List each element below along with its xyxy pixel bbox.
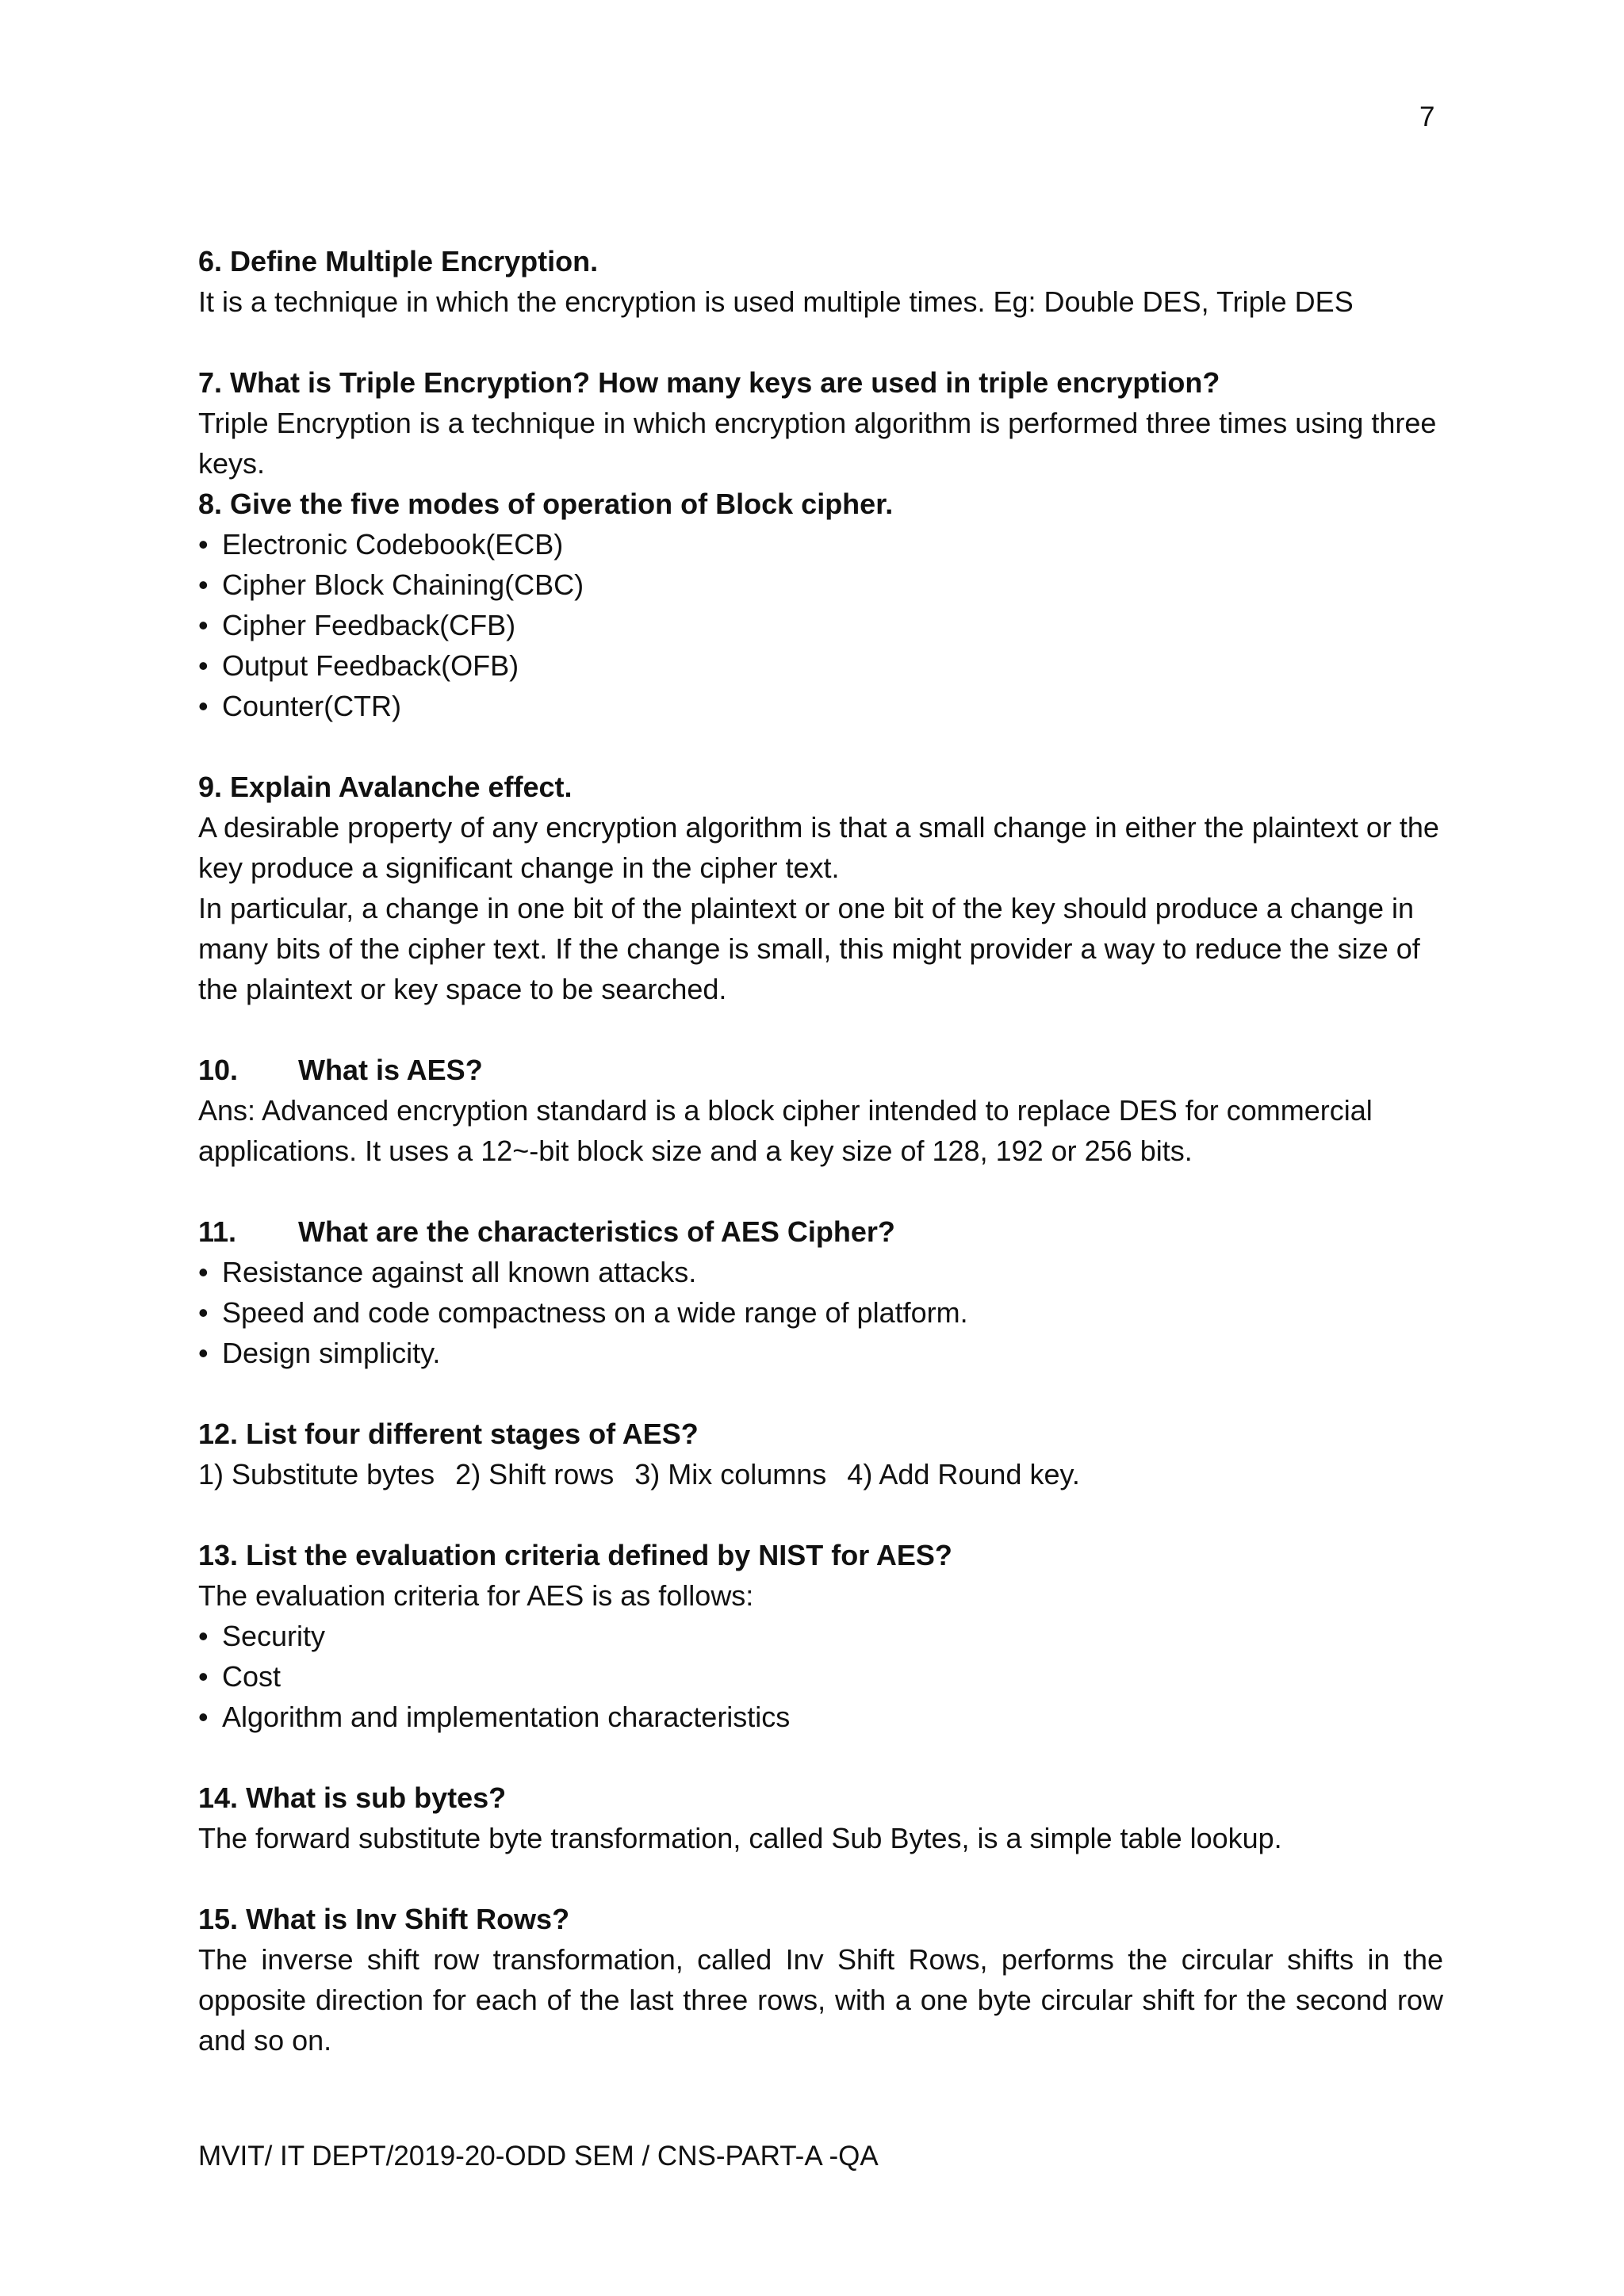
question-number: 7. bbox=[198, 366, 223, 399]
list-item-text: Security bbox=[222, 1620, 326, 1652]
question-heading bbox=[198, 484, 1443, 524]
stage-item: 3) Mix columns bbox=[634, 1458, 827, 1490]
question-heading bbox=[198, 362, 1443, 403]
question-heading bbox=[198, 1414, 1443, 1454]
answer-text: Triple Encryption is a technique in which encryption algorithm is performed three times using three keys. bbox=[198, 407, 1437, 480]
list-item-text: Algorithm and implementation characteristics bbox=[222, 1701, 791, 1733]
answer-paragraph: In particular, a change in one bit of the plaintext or one bit of the key should produce a change in many bits of the cipher text. If the change is small, this might provider a way to reduce the size of the plaintext or key space to be searched. bbox=[198, 892, 1420, 1005]
bullet: • bbox=[198, 1701, 209, 1733]
question-number: 8. bbox=[198, 488, 223, 520]
list-item-text: Output Feedback(OFB) bbox=[222, 649, 519, 682]
list-item-text: Speed and code compactness on a wide range of platform. bbox=[222, 1296, 968, 1329]
answer-paragraph: A desirable property of any encryption algorithm is that a small change in either the plaintext or the key produce a significant change in the cipher text. bbox=[198, 811, 1439, 884]
question-block-6 bbox=[198, 241, 1443, 322]
document-body bbox=[198, 241, 1443, 2101]
question-block-11 bbox=[198, 1211, 1443, 1373]
answer-intro: The evaluation criteria for AES is as follows: bbox=[198, 1579, 754, 1612]
question-number: 6. bbox=[198, 245, 223, 277]
answer-list bbox=[198, 1252, 1443, 1373]
question-block-9 bbox=[198, 767, 1443, 1009]
question-heading bbox=[198, 1535, 1443, 1575]
question-block-13 bbox=[198, 1535, 1443, 1737]
question-heading bbox=[198, 767, 1443, 807]
question-block-14 bbox=[198, 1777, 1443, 1858]
list-item bbox=[198, 1697, 1443, 1737]
page-footer: MVIT/ IT DEPT/2019-20-ODD SEM / CNS-PART-A -QA bbox=[198, 2141, 879, 2172]
list-item-text: Cipher Block Chaining(CBC) bbox=[222, 568, 584, 601]
list-item bbox=[198, 1252, 1443, 1292]
question-block-8 bbox=[198, 484, 1443, 726]
bullet: • bbox=[198, 690, 209, 722]
question-title: What is Triple Encryption? How many keys are used in triple encryption? bbox=[230, 366, 1220, 399]
question-block-15 bbox=[198, 1899, 1443, 2061]
bullet: • bbox=[198, 568, 209, 601]
question-number: 10. bbox=[198, 1054, 239, 1086]
question-title: What is sub bytes? bbox=[246, 1781, 507, 1814]
question-title: What are the characteristics of AES Cipher? bbox=[298, 1215, 895, 1248]
list-item-text: Cost bbox=[222, 1660, 282, 1693]
list-item bbox=[198, 605, 1443, 645]
list-item-text: Design simplicity. bbox=[222, 1337, 441, 1369]
stage-item: 2) Shift rows bbox=[455, 1458, 615, 1490]
list-item bbox=[198, 564, 1443, 605]
question-heading bbox=[198, 1050, 1443, 1090]
question-title: What is Inv Shift Rows? bbox=[246, 1903, 570, 1935]
question-block-12 bbox=[198, 1414, 1443, 1494]
question-number: 15. bbox=[198, 1903, 239, 1935]
question-block-10 bbox=[198, 1050, 1443, 1171]
list-item bbox=[198, 1656, 1443, 1697]
list-item bbox=[198, 686, 1443, 726]
bullet: • bbox=[198, 1256, 209, 1288]
bullet: • bbox=[198, 1660, 209, 1693]
answer-text: Ans: Advanced encryption standard is a block cipher intended to replace DES for commercial applications. It uses a 12~-bit block size and a key size of 128, 192 or 256 bits. bbox=[198, 1094, 1373, 1167]
question-block-7 bbox=[198, 362, 1443, 484]
list-item bbox=[198, 1333, 1443, 1373]
stage-item: 4) Add Round key. bbox=[847, 1458, 1080, 1490]
answer-text: The forward substitute byte transformation, called Sub Bytes, is a simple table lookup. bbox=[198, 1822, 1282, 1854]
stage-item: 1) Substitute bytes bbox=[198, 1458, 435, 1490]
question-heading bbox=[198, 1211, 1443, 1252]
bullet: • bbox=[198, 1296, 209, 1329]
list-item bbox=[198, 1616, 1443, 1656]
bullet: • bbox=[198, 649, 209, 682]
answer-text: The inverse shift row transformation, called Inv Shift Rows, performs the circular shifts in the opposite direction for each of the last three rows, with a one byte circular shift for the second row and so on. bbox=[198, 1943, 1443, 2057]
aes-stages-line bbox=[198, 1454, 1443, 1494]
bullet: • bbox=[198, 1620, 209, 1652]
list-item-text: Electronic Codebook(ECB) bbox=[222, 528, 564, 561]
list-item bbox=[198, 645, 1443, 686]
question-heading bbox=[198, 1899, 1443, 1939]
question-number: 13. bbox=[198, 1539, 239, 1571]
question-heading bbox=[198, 241, 1443, 281]
answer-list bbox=[198, 1616, 1443, 1737]
bullet: • bbox=[198, 609, 209, 641]
question-number: 12. bbox=[198, 1418, 239, 1450]
answer-list bbox=[198, 524, 1443, 726]
question-title: Give the five modes of operation of Block cipher. bbox=[230, 488, 894, 520]
answer-text: It is a technique in which the encryption is used multiple times. Eg: Double DES, Triple DES bbox=[198, 285, 1354, 318]
list-item bbox=[198, 524, 1443, 564]
page-number: 7 bbox=[1419, 101, 1435, 132]
list-item bbox=[198, 1292, 1443, 1333]
list-item-text: Cipher Feedback(CFB) bbox=[222, 609, 516, 641]
question-number: 9. bbox=[198, 771, 223, 803]
bullet: • bbox=[198, 528, 209, 561]
question-number: 14. bbox=[198, 1781, 239, 1814]
question-number: 11. bbox=[198, 1215, 237, 1248]
list-item-text: Resistance against all known attacks. bbox=[222, 1256, 697, 1288]
question-title: List the evaluation criteria defined by NIST for AES? bbox=[246, 1539, 952, 1571]
question-title: Explain Avalanche effect. bbox=[230, 771, 573, 803]
question-title: Define Multiple Encryption. bbox=[230, 245, 599, 277]
bullet: • bbox=[198, 1337, 209, 1369]
question-heading bbox=[198, 1777, 1443, 1818]
question-title: List four different stages of AES? bbox=[246, 1418, 699, 1450]
question-title: What is AES? bbox=[298, 1054, 483, 1086]
list-item-text: Counter(CTR) bbox=[222, 690, 402, 722]
